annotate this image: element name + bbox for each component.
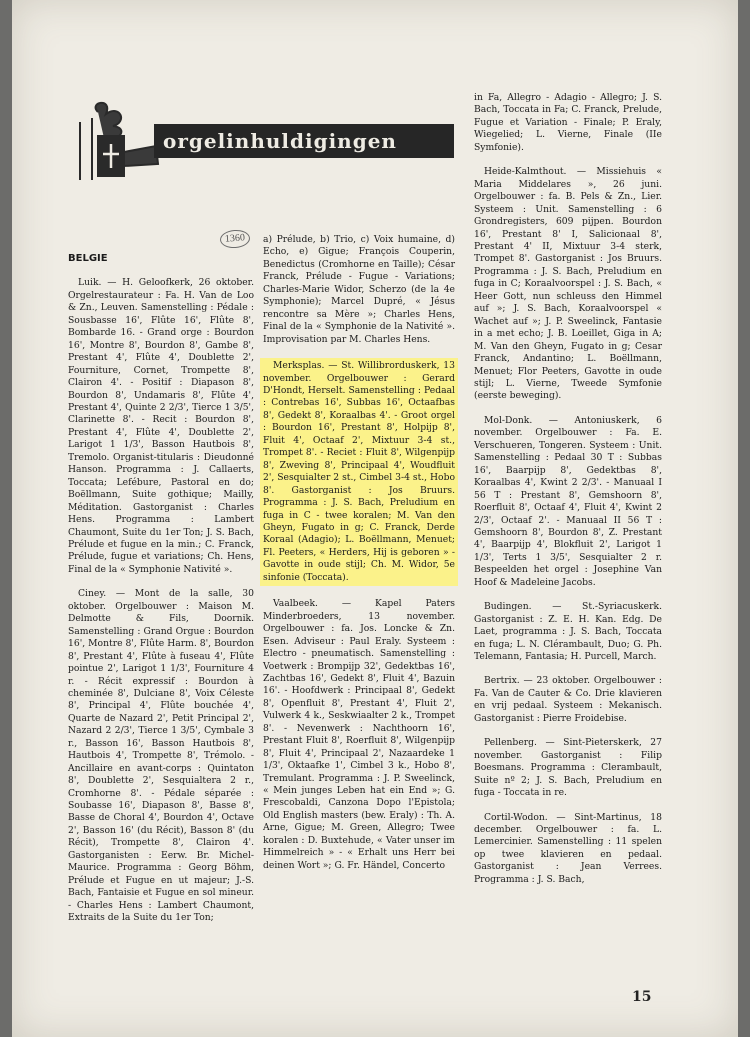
banner-title: orgelinhuldigingen: [163, 129, 397, 153]
column-1: [68, 253, 254, 937]
banner-graphic: [58, 92, 458, 184]
paragraph-ciney: Ciney. — Mont de la salle, 30 oktober. Orgelbouwer : Maison M. Delmotte & Fils, Doornik. Samenstelling : Grand Orgue : Bourdon 16', Montre 8', Flûte Harm. 8', Bourdon 8', Prestant 4', Flûte à fuseau 4', Flûte pointue 2', Larigot 1 1/3', Fourniture 4 r. - Récit expressif : Bourdon à cheminée 8', Dulciane 8', Voix Céleste 8', Principal 4', Flûte bouchée 4', Quarte de Nazard 2', Petit Principal 2', Nazard 2 2/3', Tierce 1 3/5', Cymbale 3 r., Basson 16', Basson Hautbois 8', Hautbois 4', Trompette 8', Trémolo. - Ancillaire en avant-corps : Quintaton 8', Doublette 2', Sesquialtera 2 r., Cromhorne 8'. - Pédale séparée : Soubasse 16', Diapason 8', Basse 8', Basse de Choral 4', Bourdon 4', Octave 2', Basson 16' (du Récit), Basson 8' (du Récit), Trompette 8', Clairon 4'. Gastorganisten : Eerw. Br. Michel-Maurice. Programma : Georg Böhm, Prélude et Fugue en ut majeur; J.-S. Bach, Fantaisie et Fugue en sol mineur. - Charles Hens : Lambert Chaumont, Extraits de la Suite du 1er Ton;: [68, 588, 254, 924]
paragraph-luik: Luik. — H. Geloofkerk, 26 oktober. Orgelrestaurateur : Fa. H. Van de Loo & Zn., Leuven. Samenstelling : Pédale : Sousbasse 16', Flûte 16', Flûte 8', Bombarde 16. - Grand orge : Bourdon 16', Montre 8', Bourdon 8', Gambe 8', Prestant 4', Flûte 4', Doublette 2', Fourniture, Cornet, Trompette 8', Clairon 4'. - Positif : Diapason 8', Bourdon 8', Undamaris 8', Flûte 4', Prestant 4', Quinte 2 2/3', Tierce 1 3/5', Clarinette 8'. - Recit : Bourdon 8', Prestant 4', Flûte 4', Doublette 2', Larigot 1 1/3', Basson Hautbois 8', Tremolo. Organist-titularis : Dieudonné Hanson. Programma : J. Callaerts, Toccata; Lefébure, Pastoral en do; Boëllmann, Suite gothique; Mailly, Méditation. Gastorganist : Charles Hens. Programma : Lambert Chaumont, Suite du 1er Ton; J. S. Bach, Prélude et fugue en la min.; C. Franck, Prélude, fugue et variations; Ch. Hens, Final de la « Symphonie Nativité ».: [68, 277, 254, 575]
cross-decoration: [80, 103, 158, 180]
document-page: [12, 0, 738, 1037]
paragraph-cortil-wodon: Cortil-Wodon. — Sint-Martinus, 18 december. Orgelbouwer : fa. L. Lemercinier. Samenstelling : 11 spelen op twee klavieren en pedaal. Gastorganist : Jean Verrees. Programma : J. S. Bach,: [474, 811, 662, 885]
paragraph-mol-donk: Mol-Donk. — Antoniuskerk, 6 november. Orgelbouwer : Fa. E. Verschueren, Tongeren. Systeem : Unit. Samenstelling : Pedaal 30 T : Subbas 16', Baarpijp 8', Gedektbas 8', Koraalbas 4', Kwint 2 2/3'. - Manuaal I 56 T : Prestant 8', Gemshoorn 8', Roerfluit 8', Octaaf 4', Fluit 4', Kwint 2 2/3', Octaaf 2'. - Manuaal II 56 T : Gemshoorn 8', Bourdon 8', Z. Prestant 4', Baarpijp 4', Blokfluit 2', Larigot 1 1/3', Terts 1 3/5', Sesquialter 2 r. Bespeelden het orgel : Josephine Van Hoof & Madeleine Jacobs.: [474, 414, 662, 588]
paragraph-budingen: Budingen. — St.-Syriacuskerk. Gastorganist : Z. E. H. Kan. Edg. De Laet, programma : J. S. Bach, Toccata en fuga; L. N. Clérambault, Duo; G. Ph. Telemann, Fantasia; H. Purcell, March.: [474, 601, 662, 663]
paragraph-continued: a) Prélude, b) Trio, c) Voix humaine, d) Echo, e) Gigue; François Couperin, Benedictus (Cromhorne en Taille); César Franck, Prélude - Fugue - Variations; Charles-Marie Widor, Scherzo (de la 4e Symphonie); Marcel Dupré, « Jésus rencontre sa Mère »; Charles Hens, Final de la « Symphonie de la Nativité ». Improvisation par M. Charles Hens.: [263, 234, 455, 345]
paragraph-bertrix: Bertrix. — 23 oktober. Orgelbouwer : Fa. Van de Cauter & Co. Drie klavieren en vrij pedaal. Systeem : Mekanisch. Gastorganist : Pierre Froidebise.: [474, 675, 662, 724]
column-2: [263, 234, 455, 884]
paragraph-vaalbeek: Vaalbeek. — Kapel Paters Minderbroeders, 13 november. Orgelbouwer : fa. Jos. Loncke & Zn. Esen. Adviseur : Paul Eraly. Systeem : Electro - pneumatisch. Samenstelling : Voetwerk : Brompijp 32', Gedektbas 16', Zachtbas 16', Gedekt 8', Fluit 4', Bazuin 16'. - Hoofdwerk : Principaal 8', Gedekt 8', Openfluit 8', Prestant 4', Fluit 2', Vulwerk 4 k., Seskwiaalter 2 k., Trompet 8'. - Nevenwerk : Nachthoorn 16', Prestant Fluit 8', Roerfluit 8', Wilgenpijp 8', Fluit 4', Principaal 2', Nazaardeke 1 1/3', Oktaafke 1', Cimbel 3 k., Hobo 8', Tremulant. Programma : J. P. Sweelinck, « Mein junges Leben hat ein End »; G. Frescobaldi, Canzona Dopo l'Epistola; Old English masters (bew. Eraly) : Th. A. Arne, Gigue; M. Green, Allegro; Twee koralen : D. Buxtehude, « Vater unser im Himmelreich » - « Erhalt uns Herr bei deinen Wort »; G. Fr. Händel, Concerto: [263, 598, 455, 871]
page-number: 15: [632, 989, 652, 1005]
paragraph-continued: in Fa, Allegro - Adagio - Allegro; J. S. Bach, Toccata in Fa; C. Franck, Prelude, Fugue et Variation - Finale; P. Eraly, Wiegelied; L. Vierne, Finale (IIe Symfonie).: [474, 92, 662, 153]
section-heading: BELGIE: [68, 253, 108, 264]
paragraph-heide-kalmthout: Heide-Kalmthout. — Missiehuis « Maria Middelares », 26 juni. Orgelbouwer : fa. B. Pels & Zn., Lier. Systeem : Unit. Samenstelling : 6 Grondregisters, 609 pijpen. Bourdon 16', Prestant 8' I, Salicionaal 8', Prestant 4' II, Mixtuur 3-4 sterk, Trompet 8'. Gastorganist : Jos Bruurs. Programma : J. S. Bach, Preludium en fuga in C; Koraalvoorspel : J. S. Bach, « Heer Gott, nun schleuss den Himmel auf »; J. S. Bach, Koraalvoorspel « Wachet auf »; J. P. Sweelinck, Fantasie in a met echo; J. B. Loeillet, Giga in A; M. Van den Gheyn, Fugato in g; Cesar Franck, Andantino; L. Boëllmann, Menuet; Flor Peeters, Gavotte in oude stijl; L. Vierne, Tweede Symfonie (eerste beweging).: [474, 166, 662, 402]
paragraph-merksplas-highlighted: Merksplas. — St. Willibrorduskerk, 13 november. Orgelbouwer : Gerard D'Hondt, Herselt. Samenstelling : Pedaal : Contrebas 16', Subbas 16', Octaafbas 8', Gedekt 8', Koraalbas 4'. - Groot orgel : Bourdon 16', Prestant 8', Holpijp 8', Fluit 4', Octaaf 2', Mixtuur 3-4 st., Trompet 8'. - Reciet : Fluit 8', Wilgenpijp 8', Zweving 8', Principaal 4', Woudfluit 2', Sesquialter 2 st., Cimbel 3-4 st., Hobo 8'. Gastorganist : Jos Bruurs. Programma : J. S. Bach, Preludium en fuga in C - twee koralen; M. Van den Gheyn, Fugato in g; C. Franck, Derde Koraal (Adagio); L. Boëllmann, Menuet; Fl. Peeters, « Herders, Hij is geboren » - Gavotte in oude stijl; Ch. M. Widor, 5e sinfonie (Toccata).: [260, 358, 458, 586]
column-3: [474, 92, 662, 898]
paragraph-pellenberg: Pellenberg. — Sint-Pieterskerk, 27 november. Gastorganist : Filip Boesmans. Programma : Clerambault, Suite nº 2; J. S. Bach, Preludium en fuga - Toccata in re.: [474, 737, 662, 799]
handwritten-annotation: 1360: [219, 229, 250, 249]
